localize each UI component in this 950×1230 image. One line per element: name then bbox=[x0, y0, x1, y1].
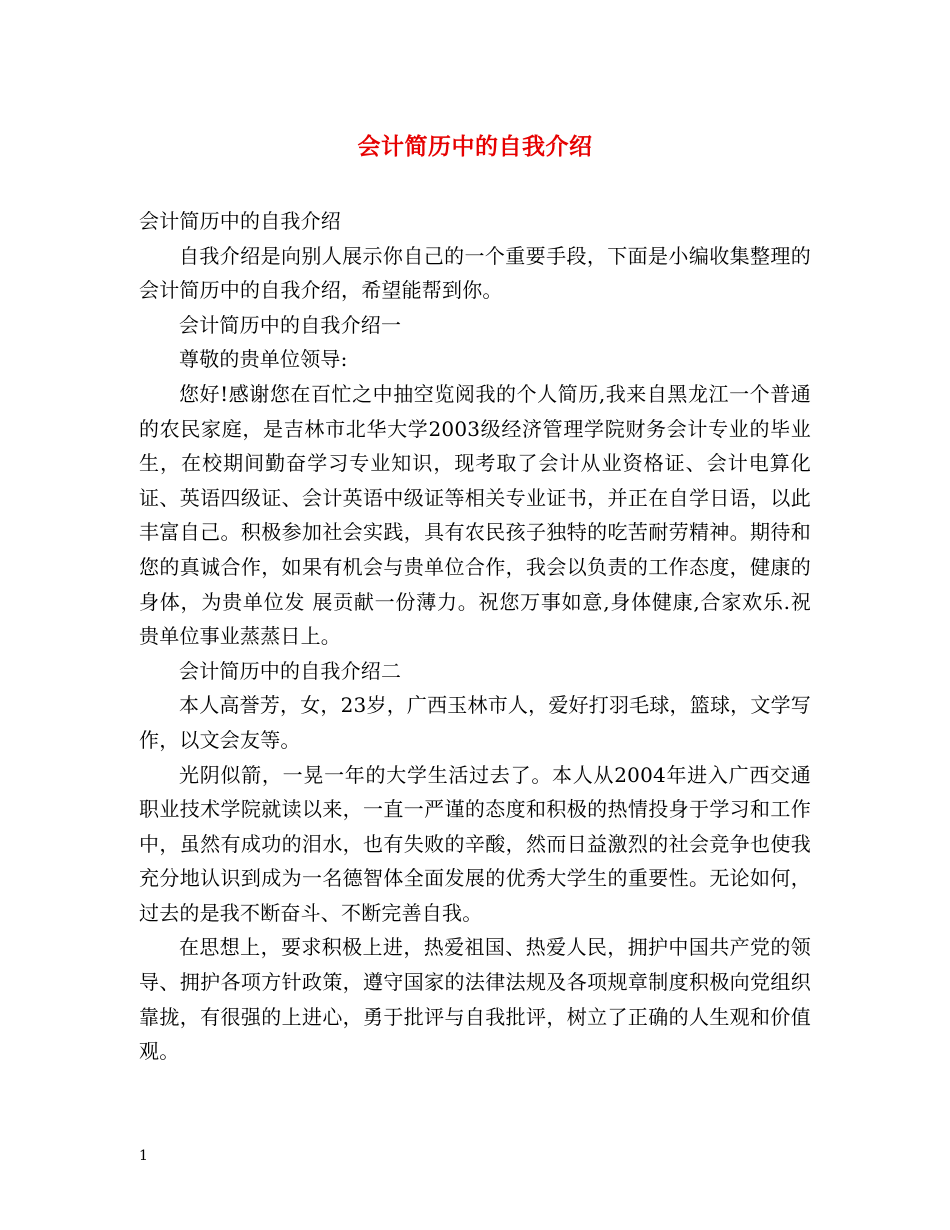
paragraph-ideology: 在思想上，要求积极上进，热爱祖国、热爱人民，拥护中国共产党的领导、拥护各项方针政策，遵守国家的法律法规及各项规章制度积极向党组织靠拢，有很强的上进心，勇于批评与自我批评，树立了正确的人生观和价值观。 bbox=[139, 935, 811, 1064]
paragraph-letter-body: 您好!感谢您在百忙之中抽空览阅我的个人简历,我来自黑龙江一个普通的农民家庭，是吉林市北华大学2003级经济管理学院财务会计专业的毕业生，在校期间勤奋学习专业知识，现考取了会计从业资格证、会计电算化证、英语四级证、会计英语中级证等相关专业证书，并正在自学日语，以此丰富自己。积极参加社会实践，具有农民孩子独特的吃苦耐劳精神。期待和您的真诚合作，如果有机会与贵单位合作，我会以负责的工作态度，健康的身体，为贵单位发 展贡献一份薄力。祝您万事如意,身体健康,合家欢乐.祝贵单位事业蒸蒸日上。 bbox=[139, 381, 811, 649]
document-body bbox=[139, 204, 811, 1069]
paragraph-intro: 自我介绍是向别人展示你自己的一个重要手段，下面是小编收集整理的会计简历中的自我介绍，希望能帮到你。 bbox=[139, 243, 811, 303]
section-heading-two: 会计简历中的自我介绍二 bbox=[179, 658, 402, 683]
page-number: 1 bbox=[139, 1148, 148, 1164]
paragraph-salutation: 尊敬的贵单位领导: bbox=[179, 347, 348, 372]
section-heading-one: 会计简历中的自我介绍一 bbox=[179, 312, 402, 337]
paragraph-heading: 会计简历中的自我介绍 bbox=[139, 209, 341, 233]
paragraph-personal-info: 本人高誉芳，女，23岁，广西玉林市人，爱好打羽毛球，篮球，文学写作，以文会友等。 bbox=[139, 693, 811, 752]
document-title: 会计简历中的自我介绍 bbox=[357, 133, 593, 160]
paragraph-college-life: 光阴似箭，一晃一年的大学生活过去了。本人从2004年进入广西交通职业技术学院就读以来，一直一严谨的态度和积极的热情投身于学习和工作中，虽然有成功的泪水，也有失败的辛酸，然而日益激烈的社会竞争也使我充分地认识到成为一名德智体全面发展的优秀大学生的重要性。无论如何，过去的是我不断奋斗、不断完善自我。 bbox=[139, 762, 811, 925]
